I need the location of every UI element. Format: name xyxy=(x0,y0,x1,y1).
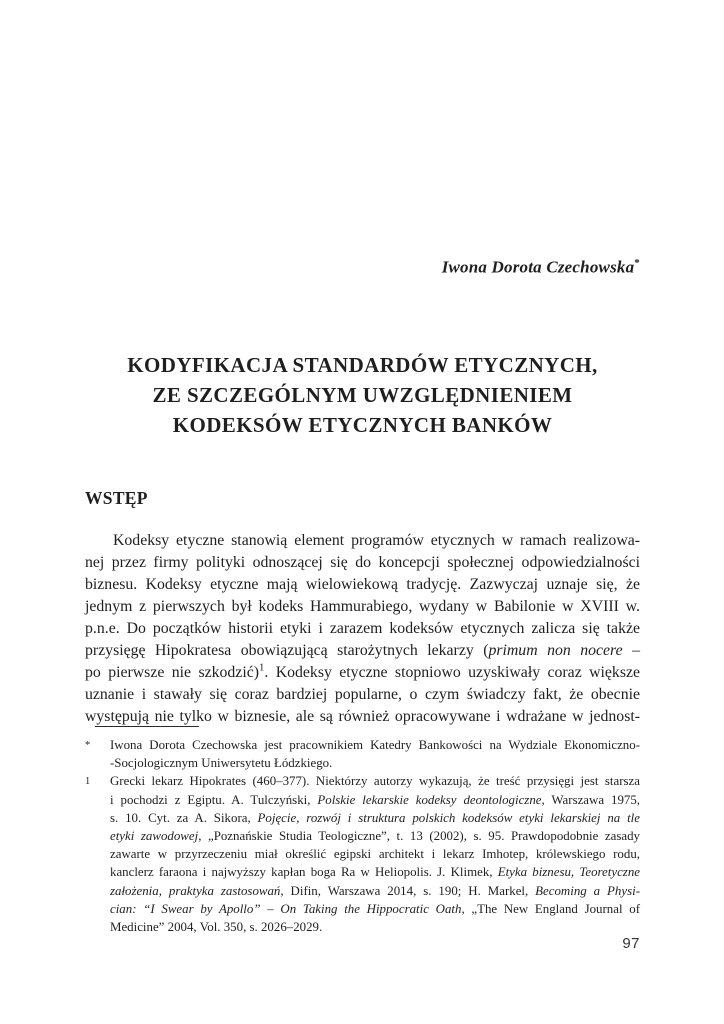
footnote-author-affiliation xyxy=(85,736,640,772)
text-line xyxy=(85,574,640,596)
text-line xyxy=(85,684,640,706)
author-note-marker: * xyxy=(634,257,640,269)
text-segment: – xyxy=(622,642,641,659)
footnote-1 xyxy=(85,772,640,936)
text-segment: kanclerz faraona i najwyższy kapłan boga Ra w Heliopolis. J. Klimek, xyxy=(110,865,498,880)
footnotes-block xyxy=(85,736,640,936)
text-line xyxy=(110,772,640,790)
text-segment: -Socjologicznym Uniwersytetu Łódzkiego. xyxy=(110,756,333,771)
text-line xyxy=(110,863,640,881)
footnote-separator xyxy=(95,726,199,727)
text-line xyxy=(110,809,640,827)
title-line-1: KODYFIKACJA STANDARDÓW ETYCZNYCH, xyxy=(127,353,598,377)
body-paragraph xyxy=(85,530,640,728)
text-line xyxy=(85,552,640,574)
text-line xyxy=(110,918,640,936)
italic-text: etyki zawodowej xyxy=(110,829,199,844)
italic-text: primum non nocere xyxy=(488,642,623,659)
title-line-2: ZE SZCZEGÓLNYM UWZGLĘDNIENIEM xyxy=(152,383,573,407)
italic-text: Polskie lekarskie kodeksy deontologiczne xyxy=(317,792,542,807)
footnote-reference: 1 xyxy=(258,661,265,674)
text-line xyxy=(110,900,640,918)
text-segment: . Kodeksy etyczne stopniowo uzyskiwały coraz większe xyxy=(264,664,640,681)
title-line-3: KODEKSÓW ETYCZNYCH BANKÓW xyxy=(172,413,553,437)
text-line xyxy=(85,640,640,662)
text-line xyxy=(110,754,640,772)
italic-text: założenia, praktyka zastosowań xyxy=(110,883,281,898)
text-line xyxy=(85,530,640,552)
text-segment: p.n.e. Do początków historii etyki i zarazem kodeksów etycznych zalicza się także xyxy=(85,620,640,637)
text-segment: przysięgę Hipokratesa obowiązującą starożytnych lekarzy ( xyxy=(85,642,489,659)
text-line xyxy=(110,827,640,845)
text-segment: biznesu. Kodeksy etyczne mają wielowiekową tradycję. Zazwyczaj uznaje się, że xyxy=(85,576,640,593)
text-segment: Kodeksy etyczne stanowią element programów etycznych w ramach realizowa- xyxy=(113,532,640,549)
section-heading: WSTĘP xyxy=(85,488,148,508)
text-segment: zawarte w przyrzeczeniu miał określić egipski architekt i lekarz Imhotep, królewskiego rodu, xyxy=(110,847,640,862)
italic-text: cian: “I Swear by Apollo” – On Taking the Hippocratic Oath xyxy=(110,901,462,916)
author-name: Iwona Dorota Czechowska xyxy=(441,257,635,277)
footnote-marker: * xyxy=(85,740,91,751)
text-line xyxy=(110,882,640,900)
text-segment: uznanie i stawały się coraz bardziej popularne, o czym świadczy fakt, że obecnie xyxy=(85,686,640,703)
text-line xyxy=(110,736,640,754)
text-line xyxy=(85,662,640,684)
italic-text: Pojęcie, rozwój i struktura polskich kodeksów etyki lekarskiej na tle xyxy=(257,810,640,825)
text-segment: , „The New England Journal of xyxy=(461,901,640,916)
author-line xyxy=(85,257,640,278)
text-segment: Iwona Dorota Czechowska jest pracownikiem Katedry Bankowości na Wydziale Ekonomiczno- xyxy=(110,738,640,752)
footnote-text xyxy=(110,772,640,936)
text-segment: Medicine” 2004, Vol. 350, s. 2026–2029. xyxy=(110,920,323,935)
text-segment: występują nie tylko w biznesie, ale są również opracowywane i wdrażane w jednost- xyxy=(85,708,640,725)
text-segment: , Difin, Warszawa 2014, s. 190; H. Markel, xyxy=(280,883,536,898)
text-segment: , Warszawa 1975, xyxy=(541,792,640,807)
text-line xyxy=(110,791,640,809)
text-segment: nej przez firmy polityki odnoszącej się do koncepcji społecznej odpowiedzialności xyxy=(85,554,640,571)
page-number: 97 xyxy=(622,935,640,952)
italic-text: Becoming a Physi- xyxy=(535,883,640,898)
text-line xyxy=(85,706,640,728)
text-segment: i pochodzi z Egiptu. A. Tulczyński, xyxy=(110,792,318,807)
text-line xyxy=(85,596,640,618)
text-segment: jednym z pierwszych był kodeks Hammurabiego, wydany w Babilonie w XVIII w. xyxy=(85,598,640,615)
footnote-text xyxy=(110,736,640,772)
text-line xyxy=(110,845,640,863)
footnote-marker: 1 xyxy=(85,776,91,788)
text-line xyxy=(85,618,640,640)
text-segment: Grecki lekarz Hipokrates (460–377). Niektórzy autorzy wykazują, że treść przysięgi jest starsza xyxy=(110,774,640,789)
text-segment: po pierwsze nie szkodzić) xyxy=(85,664,259,681)
italic-text: Etyka biznesu, Teoretyczne xyxy=(497,865,640,880)
text-segment: s. 10. Cyt. za A. Sikora, xyxy=(110,810,258,825)
text-segment: , „Poznańskie Studia Teologiczne”, t. 13 (2002), s. 95. Prawdopodobnie zasady xyxy=(198,829,640,844)
article-title xyxy=(70,350,655,440)
